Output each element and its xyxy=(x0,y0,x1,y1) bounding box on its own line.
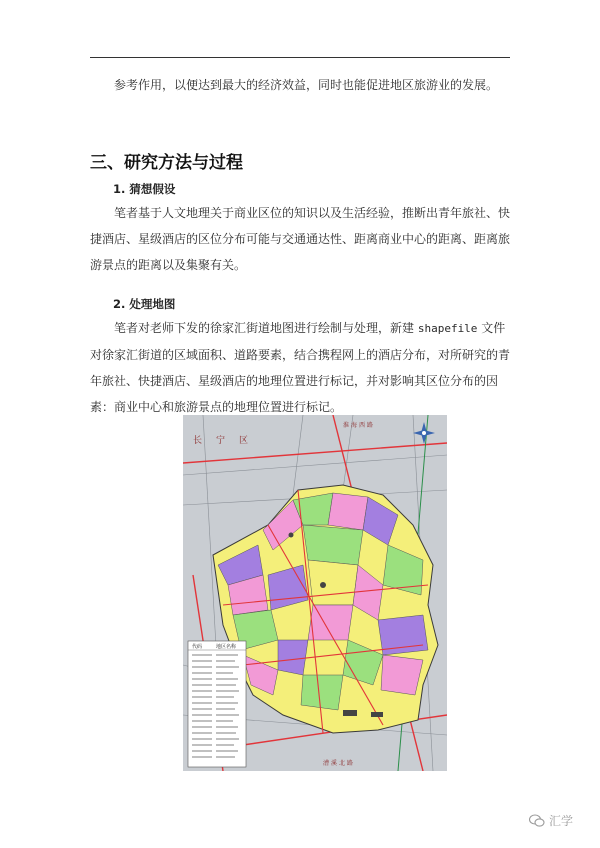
intro-paragraph: 参考作用，以便达到最大的经济效益，同时也能促进地区旅游业的发展。 xyxy=(114,78,499,92)
subsection-2-title: 2. 处理地图 xyxy=(113,297,176,311)
subsection-1-body: 笔者基于人文地理关于商业区位的知识以及生活经验，推断出青年旅社、快捷酒店、星级酒店的区位分布可能与交通通达性、距离商业中心的距离、距离旅游景点的距离以及集聚有关。 xyxy=(90,206,511,272)
map-label-road-bottom: 漕溪北路 xyxy=(323,760,356,767)
watermark-text: 汇学 xyxy=(549,814,574,828)
section-title: 三、研究方法与过程 xyxy=(90,153,243,173)
map-label-district: 长宁区 xyxy=(193,436,263,446)
watermark xyxy=(529,812,573,829)
map-legend xyxy=(188,641,246,767)
wechat-icon xyxy=(529,814,545,828)
legend-header-name: 地区名称 xyxy=(216,644,237,650)
map-label-road-top: 淮海西路 xyxy=(343,422,376,429)
legend-header-code: 代码 xyxy=(192,644,203,650)
shapefile-term: shapefile xyxy=(417,322,478,335)
subsection-2-body-part2: 文件对徐家汇街道的区域面积、道路要素，结合携程网上的酒店分布，对所研究的青年旅社、快捷酒店、星级酒店的地理位置进行标记，并对影响其区位分布的因素：商业中心和旅游景点的地理位置进行标记。 xyxy=(90,321,511,414)
subsection-2-body xyxy=(90,315,512,420)
subsection-2-body-part1: 笔者对老师下发的徐家汇街道地图进行绘制与处理，新建 xyxy=(114,321,418,335)
xujiahui-street-map xyxy=(183,415,447,771)
header-rule xyxy=(90,57,510,58)
subsection-1-title: 1. 猜想假设 xyxy=(113,182,176,196)
